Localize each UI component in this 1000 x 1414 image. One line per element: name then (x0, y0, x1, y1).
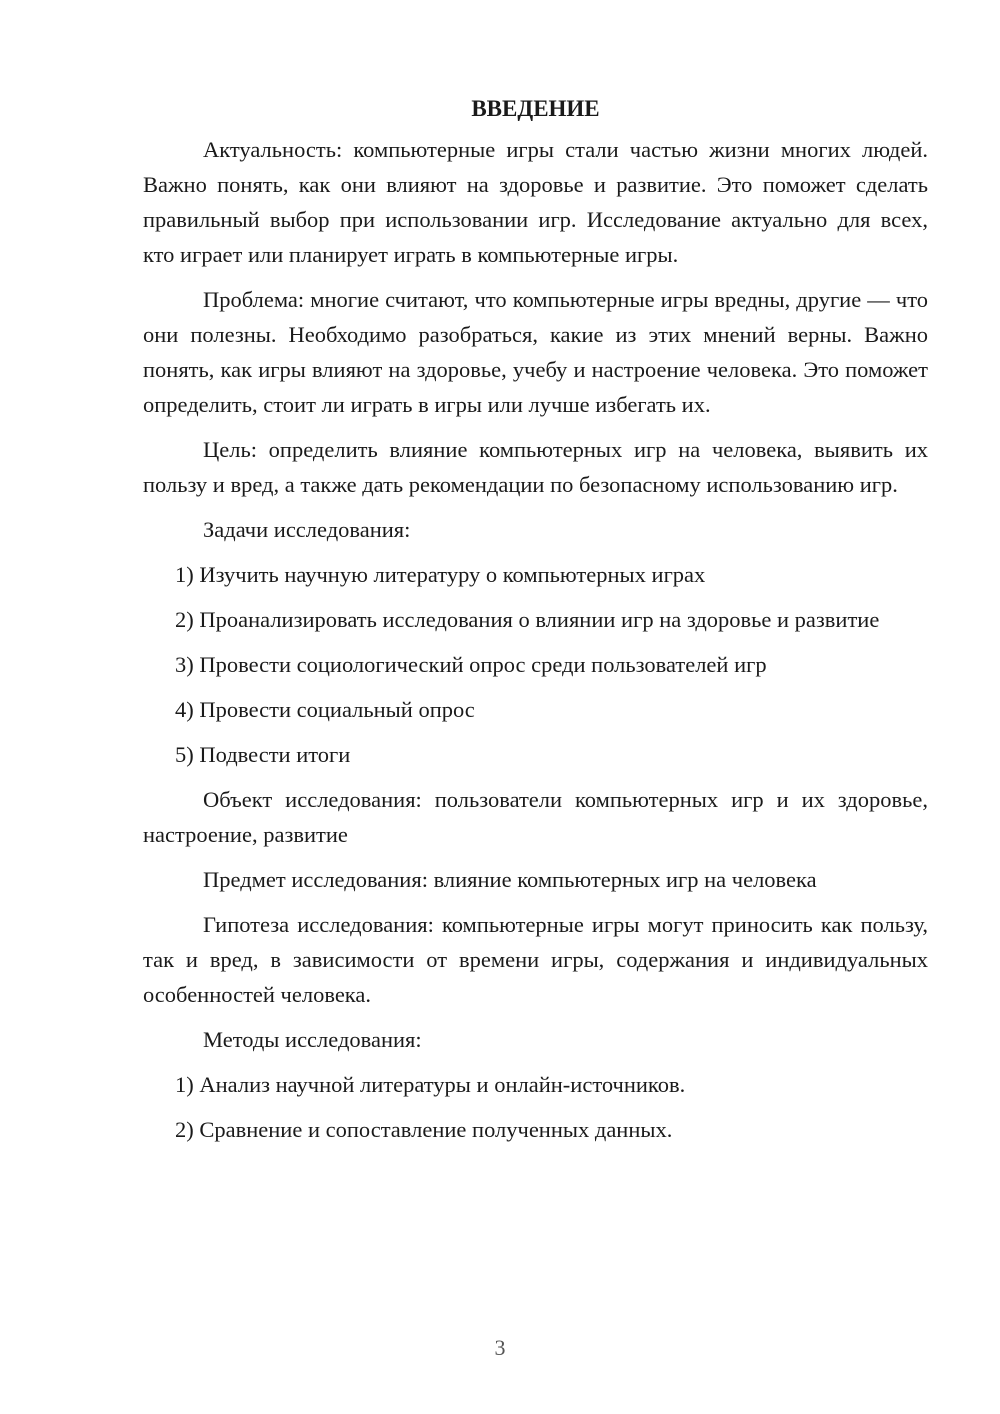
task-item: 3) Провести социологический опрос среди пользователей игр (175, 652, 767, 677)
task-item: 1) Изучить научную литературу о компьютерных играх (175, 562, 706, 587)
relevance-paragraph: Актуальность: компьютерные игры стали частью жизни многих людей. Важно понять, как они влияют на здоровье и развитие. Это поможет сделать правильный выбор при использовании игр. Исследование актуально для всех, кто играет или планирует играть в компьютерные игры. (143, 137, 928, 267)
task-item: 5) Подвести итоги (175, 742, 351, 767)
goal-paragraph: Цель: определить влияние компьютерных игр на человека, выявить их пользу и вред, а также дать рекомендации по безопасному использованию игр. (143, 437, 928, 497)
problem-paragraph: Проблема: многие считают, что компьютерные игры вредны, другие — что они полезны. Необходимо разобраться, какие из этих мнений верны. Важно понять, как игры влияют на здоровье, учебу и настроение человека. Это поможет определить, стоит ли играть в игры или лучше избегать их. (143, 287, 928, 417)
methods-heading: Методы исследования: (203, 1027, 422, 1052)
hypothesis-paragraph: Гипотеза исследования: компьютерные игры могут приносить как пользу, так и вред, в зависимости от времени игры, содержания и индивидуальных особенностей человека. (143, 912, 928, 1007)
tasks-heading: Задачи исследования: (203, 517, 411, 542)
object-paragraph: Объект исследования: пользователи компьютерных игр и их здоровье, настроение, развитие (143, 787, 928, 847)
method-item: 1) Анализ научной литературы и онлайн-источников. (175, 1072, 686, 1097)
task-item: 4) Провести социальный опрос (175, 697, 475, 722)
document-page (143, 92, 928, 1157)
task-item: 2) Проанализировать исследования о влиянии игр на здоровье и развитие (175, 607, 880, 632)
page-number: 3 (494, 1335, 506, 1360)
page-title: ВВЕДЕНИЕ (471, 96, 600, 121)
method-item: 2) Сравнение и сопоставление полученных данных. (175, 1117, 673, 1142)
subject-paragraph: Предмет исследования: влияние компьютерных игр на человека (203, 867, 817, 892)
